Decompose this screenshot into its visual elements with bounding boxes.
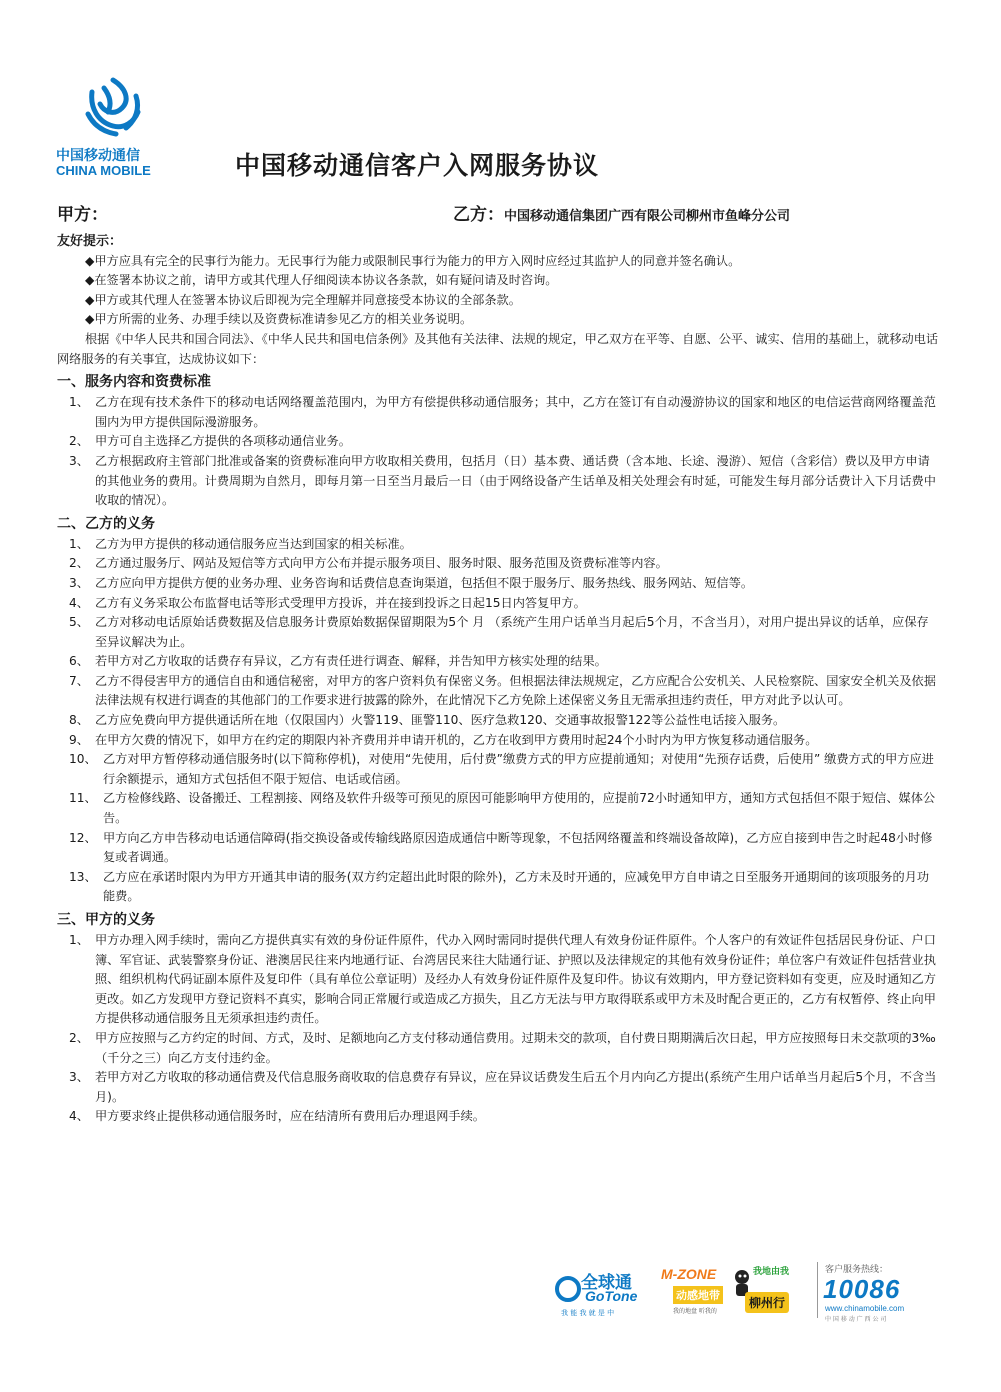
clause-number: 12、 bbox=[69, 830, 97, 845]
mzone-sub: 动感地带 bbox=[673, 1286, 723, 1304]
clause-item bbox=[57, 613, 940, 652]
local-brand: 柳州行 bbox=[745, 1292, 789, 1313]
clause-number: 3、 bbox=[69, 1070, 89, 1085]
local-tag: 我地由我 bbox=[753, 1267, 790, 1277]
hotline-number: 10086 bbox=[823, 1274, 901, 1304]
mzone-tag: 我的地盘 听我的 bbox=[673, 1308, 717, 1315]
logo-english-text: CHINA MOBILE bbox=[56, 163, 151, 178]
mzone-logo: M-ZONE bbox=[661, 1266, 717, 1282]
brand-footer bbox=[555, 1262, 935, 1322]
clause-item bbox=[57, 535, 940, 555]
clause-number: 13、 bbox=[69, 869, 97, 884]
clause-number: 8、 bbox=[69, 713, 89, 728]
clause-item bbox=[57, 594, 940, 614]
clause-item bbox=[57, 554, 940, 574]
gotone-en: GoTone bbox=[585, 1288, 638, 1304]
hotline-label: 客户服务热线： bbox=[825, 1265, 889, 1275]
clause-number: 5、 bbox=[69, 615, 89, 630]
clause-text: 乙方不得侵害甲方的通信自由和通信秘密，对甲方的客户资料负有保密义务。但根据法律法规规定，乙方应配合公安机关、人民检察院、国家安全机关及依据法律法规有权进行调查的其他部门的工作要求进行披露的除外，在此情况下乙方免除上述保密义务且无需承担违约责任，甲方对此予以认可。 bbox=[95, 673, 936, 708]
logo-chinese-text: 中国移动通信 bbox=[56, 148, 140, 164]
clause-item bbox=[57, 652, 940, 672]
clause-number: 1、 bbox=[69, 395, 89, 410]
clause-text: 甲方应按照与乙方约定的时间、方式，及时、足额地向乙方支付移动通信费用。过期未交的款项，自付费日期期满后次日起，甲方应按照每日未交款项的3‰（千分之三）向乙方支付违约金。 bbox=[95, 1030, 936, 1065]
clause-item bbox=[57, 868, 940, 907]
gotone-slogan: 我 能 我 就 是 中 bbox=[561, 1309, 615, 1317]
clause-item bbox=[57, 711, 940, 731]
website: www.chinamobile.com bbox=[825, 1304, 905, 1313]
tip-item: ◆甲方或其代理人在签署本协议后即视为完全理解并同意接受本协议的全部条款。 bbox=[85, 292, 521, 307]
gotone-swirl-icon bbox=[555, 1276, 581, 1302]
clause-text: 若甲方对乙方收取的话费存有异议，乙方有责任进行调查、解释，并告知甲方核实处理的结果。 bbox=[95, 654, 607, 669]
clause-item bbox=[57, 789, 940, 828]
section-title: 一、服务内容和资费标准 bbox=[57, 374, 211, 391]
party-a-label: 甲方： bbox=[57, 205, 108, 225]
clause-item bbox=[57, 393, 940, 432]
party-b bbox=[453, 200, 790, 225]
clause-item bbox=[57, 432, 940, 452]
tip-item: ◆在签署本协议之前，请甲方或其代理人仔细阅读本协议各条款，如有疑问请及时咨询。 bbox=[85, 273, 558, 288]
tip-item: ◆甲方所需的业务、办理手续以及资费标准请参见乙方的相关业务说明。 bbox=[85, 312, 473, 327]
clause-number: 2、 bbox=[69, 1030, 89, 1045]
clause-number: 2、 bbox=[69, 434, 89, 449]
party-b-value: 中国移动通信集团广西有限公司柳州市鱼峰分公司 bbox=[504, 209, 791, 224]
document-title: 中国移动通信客户入网服务协议 bbox=[235, 151, 600, 180]
clause-item bbox=[57, 452, 940, 511]
clause-item bbox=[57, 750, 940, 789]
clause-item bbox=[57, 672, 940, 711]
clause-item bbox=[57, 731, 940, 751]
clause-text: 在甲方欠费的情况下，如甲方在约定的期限内补齐费用并申请开机的，乙方在收到甲方费用时起24个小时内为甲方恢复移动通信服务。 bbox=[95, 732, 818, 747]
clause-text: 乙方对移动电话原始话费数据及信息服务计费原始数据保留期限为5个 月 （系统产生用户话单当月起后5个月，不含当月），对用户提出异议的话单，应保存至异议解决为止。 bbox=[95, 615, 929, 649]
clause-text: 乙方为甲方提供的移动通信服务应当达到国家的相关标准。 bbox=[95, 536, 412, 551]
clause-item bbox=[57, 1107, 940, 1127]
clause-item bbox=[57, 829, 940, 868]
clause-text: 甲方可自主选择乙方提供的各项移动通信业务。 bbox=[95, 434, 351, 449]
tip-item: ◆甲方应具有完全的民事行为能力。无民事行为能力或限制民事行为能力的甲方入网时应经过其监护人的同意并签名确认。 bbox=[85, 253, 741, 268]
clause-number: 9、 bbox=[69, 732, 89, 747]
clause-number: 10、 bbox=[69, 752, 97, 767]
clause-text: 乙方通过服务厅、网站及短信等方式向甲方公布并提示服务项目、服务时限、服务范围及资费标准等内容。 bbox=[95, 556, 668, 571]
clause-text: 乙方检修线路、设备搬迁、工程割接、网络及软件升级等可预见的原因可能影响甲方使用的，应提前72小时通知甲方，通知方式包括但不限于短信、媒体公告。 bbox=[103, 791, 936, 826]
clause-text: 若甲方对乙方收取的移动通信费及代信息服务商收取的信息费存有异议，应在异议话费发生后五个月内向乙方提出(系统产生用户话单当月起后5个月，不含当月)。 bbox=[95, 1070, 937, 1104]
clause-text: 乙方对甲方暂停移动通信服务时(以下简称停机)，对使用“先使用，后付费”缴费方式的甲方应提前通知；对使用“先预存话费，后使用” 缴费方式的甲方应进行余额提示，通知方式包括但不限于短信、电话或信函。 bbox=[103, 752, 934, 786]
clause-item bbox=[57, 1029, 940, 1068]
clause-text: 乙方有义务采取公布监督电话等形式受理甲方投诉，并在接到投诉之日起15日内答复甲方。 bbox=[95, 595, 586, 610]
clause-number: 1、 bbox=[69, 933, 89, 947]
clause-number: 4、 bbox=[69, 595, 89, 610]
clause-item bbox=[57, 1068, 940, 1107]
china-mobile-emblem-icon bbox=[80, 74, 146, 140]
clause-text: 甲方向乙方申告移动电话通信障碍(指交换设备或传输线路原因造成通信中断等现象，不包括网络覆盖和终端设备故障)，乙方应自接到申告之时起48小时修复或者调通。 bbox=[103, 830, 933, 865]
gotone-cn: 全球通 bbox=[581, 1273, 632, 1293]
clause-text: 乙方根据政府主管部门批准或备案的资费标准向甲方收取相关费用，包括月（日）基本费、通话费（含本地、长途、漫游）、短信（含彩信）费以及甲方申请的其他业务的费用。计费周期为自然月，即每月第一日至当月最后一日（由于网络设备产生话单及相关处理会有时延，可能发生每月部分话费计入下月话费中收取的情况）。 bbox=[95, 453, 936, 508]
clause-text: 乙方应免费向甲方提供通话所在地（仅限国内）火警119、匪警110、医疗急救120、交通事故报警122等公益性电话接入服务。 bbox=[95, 713, 786, 728]
clause-number: 2、 bbox=[69, 556, 89, 571]
clause-text: 甲方要求终止提供移动通信服务时，应在结清所有费用后办理退网手续。 bbox=[95, 1109, 485, 1124]
clause-number: 4、 bbox=[69, 1109, 89, 1124]
footer-divider bbox=[817, 1262, 818, 1318]
intro-paragraph: 根据《中华人民共和国合同法》、《中华人民共和国电信条例》及其他有关法律、法规的规定，甲乙双方在平等、自愿、公平、诚实、信用的基础上，就移动电话网络服务的有关事宜，达成协议如下： bbox=[57, 331, 939, 366]
clause-text: 乙方在现有技术条件下的移动电话网络覆盖范围内，为甲方有偿提供移动通信服务；其中，乙方在签订有自动漫游协议的国家和地区的电信运营商网络覆盖范围内为甲方提供国际漫游服务。 bbox=[95, 395, 936, 429]
section-title: 三、甲方的义务 bbox=[57, 912, 155, 928]
clause-number: 6、 bbox=[69, 654, 89, 669]
clause-number: 3、 bbox=[69, 575, 89, 590]
party-b-label: 乙方： bbox=[453, 205, 504, 225]
agreement-body bbox=[57, 232, 940, 1127]
clause-text: 甲方办理入网手续时，需向乙方提供真实有效的身份证件原件，代办入网时需同时提供代理人有效身份证件原件。个人客户的有效证件包括居民身份证、户口簿、军官证、武装警察身份证、港澳居民往来内地通行证、台湾居民来往大陆通行证、护照以及法律规定的其他有效身份证件；单位客户有效证件包括营业执照、组织机构代码证副本原件及复印件（具有单位公章证明）及经办人有效身份证件原件及复印件。协议有效期内，甲方登记资料如有变更，应及时通知乙方更改。如乙方发现甲方登记资料不真实，影响合同正常履行或造成乙方损失，且乙方无法与甲方取得联系或甲方未及时配合更正的，乙方有权暂停、终止向甲方提供移动通信服务且无须承担违约责任。 bbox=[95, 933, 936, 1026]
clause-text: 乙方应向甲方提供方便的业务办理、业务咨询和话费信息查询渠道，包括但不限于服务厅、服务热线、服务网站、短信等。 bbox=[95, 575, 754, 590]
clause-number: 3、 bbox=[69, 453, 89, 468]
clause-item bbox=[57, 574, 940, 594]
clause-number: 7、 bbox=[69, 673, 89, 688]
clause-number: 11、 bbox=[69, 791, 97, 806]
tips-heading: 友好提示： bbox=[57, 234, 123, 249]
clause-number: 1、 bbox=[69, 536, 89, 551]
section-title: 二、乙方的义务 bbox=[57, 515, 155, 532]
clause-item bbox=[57, 931, 940, 1029]
clause-text: 乙方应在承诺时限内为甲方开通其申请的服务(双方约定超出此时限的除外)，乙方未及时开通的，应减免甲方自申请之日至服务开通期间的该项服务的月功能费。 bbox=[103, 869, 930, 904]
china-mobile-logo bbox=[52, 74, 172, 184]
company-small: 中 国 移 动 广 西 公 司 bbox=[825, 1316, 887, 1323]
